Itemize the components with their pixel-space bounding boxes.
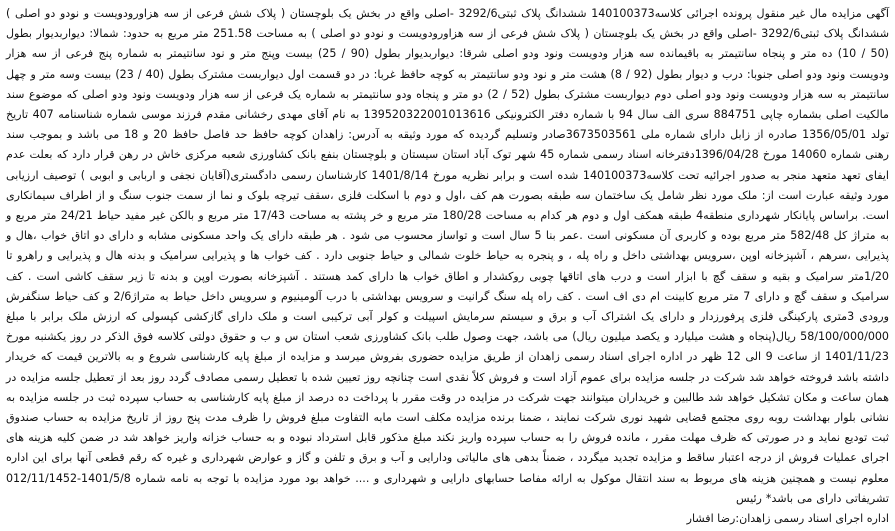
- notice-signature: اداره اجرای اسناد رسمی زاهدان:رضا افشار: [686, 512, 889, 526]
- auction-notice-text: آگهی مزایده مال غیر منقول پرونده اجرائی کلاسه140100373 ششدانگ پلاک ثبتی3292/6 -اصلی واقع در بخش یک بلوچستان ( پلاک شش فرعی از سه هزاورودویست و نودو دو اصلی ) ششدانگ پلاک ثبتی3292/6 -اصلی واقع در بخش یک بلوچستان ( پلاک شش فرعی از سه هزاورودویست و نودو دو اصلی ) به مساحت 251.58 متر مربع به حدود: شمالا: دیواربدیوار بطول (50 / 10) ده متر و پنجاه سانتیمتر به باقیمانده سه هزار ودویست ونود ودو اصلی شرقا: دیواربدیوار بطول (90 / 25) بیست وپنج متر و نود سانتیمتر به شماره پنج فرعی از سه هزار ودویست ونود ودو اصلی جنوبا: درب و دیوار بطول (92 / 8) هشت متر و نود ودو سانتیمتر به کوچه حافظ غربا: در دو قسمت اول دیواربست مشترک بطول (40 / 23) بیست وسه متر و چهل سانتیمتر به سه هزار ودویست ونود ودو اصلی دوم دیواربست مشترک بطول (52 / 2) دو متر و پنجاه ودو سانتیمتر به شماره یک فرعی از سه هزار ودویست ونود ودو اصلی که موضوع سند مالکیت اصلی بشماره چاپی 884751 سری الف سال 94 با شماره دفتر الکترونیکی 139520322001013616 به نام آقای مهدی رخشانی مقدم فرزند موسی شماره شناسنامه 407 تاریخ تولد 1356/05/01 صادره از زابل دارای شماره ملی 3673503561صادر وتسلیم گردیده که مورد وثیقه به آدرس: زاهدان کوچه حافظ حد فاصل حافظ 20 و 18 می باشد و بموجب سند رهنی شماره 14060 مورخ 1396/04/28دفترخانه اسناد رسمی شماره 45 شهر توک آباد استان سیستان و بلوچستان بنفع بانک کشاورزی شعبه مرکزی خاش در رهن قرار دارد که بعلت عدم ایفای تعهد متعهد منجر به صدور اجرائیه تحت کلاسه140100373 شده است و برابر نظریه مورخ 1401/8/14 کارشناسان رسمی دادگستری(آقایان نجفی و اربابی و ابوبی ) توصیف ارزیابی مورد وثیقه عبارت است از: ملک مورد نظر شامل یک ساختمان سه طبقه بصورت هم کف ،اول و دوم با اسکلت فلزی ،سقف تیرچه بلوک و نما از سمت جنوب سنگ و از اطراف سیمانکاری است. براساس پایانکار شهرداری منطقه4 طبقه همکف اول و دوم هر کدام به مساحت 180/28 متر مربع و خر پشته به مساحت 17/43 متر مربع و بالکن غیر مفید حیاط 24/21 متر مربع و به متراژ کل 582/48 متر مربع بوده و کاربری آن مسکونی است .عمر بنا 5 سال است و تواساز محسوب می شود . هر طبقه دارای یک واحد مسکونی مشابه و دارای دو اتاق خواب ،هال و پذیرایی ،سرهم ، آشپزخانه اوپن ،سرویس بهداشتی داخل و راه پله ، و پنجره به حیاط خلوت شمالی و حیاط جنوبی دارد . کف خواب ها و پذیرایی سرامیک و بدنه هال و پذیرایی و راهرو تا 1/20متر سرامیک و بقیه و سقف گچ با ابزار است و درب های اتاقها چوبی روکشدار و اطاق خواب ها دارای کمد هستند . آشپزخانه بصورت اوپن و بدنه تا زیر سقف کاشی است . کف سرامیک و سقف گچ و دارای 7 متر مربع کابینت ام دی اف است . کف راه پله سنگ گرانیت و سرویس بهداشتی با درب آلومینیوم و سرویس داخل حیاط به متراژ2/6 و کف حیاط سنگفرش ورودی 3متری پارکینگی فلزی پرفورزدار و دارای یک اشتراک آب و برق و سیستم سرمایش اسپیلت و کولر آبی ترکیبی است و ملک دارای گازکشی کپسولی که ارزش ملک برابر با مبلغ 58/100/000/000 ریال(پنجاه و هشت میلیارد و یکصد میلیون ریال) می باشد، جهت وصول طلب بانک کشاورزی شعب استان س و ب و حقوق دولتی کلاسه فوق الذکر در روز یکشنبه مورخ 1401/11/23 از ساعت 9 الی 12 ظهر در اداره اجرای اسناد رسمی زاهدان از طریق مزایده حضوری بفروش میرسد و مزایده از مبلغ پایه کارشناسی شروع و به بالاترین قیمت که خریدار داشته باشد فروخته خواهد شد شرکت در جلسه مزایده برای عموم آزاد است و فروش کلاً نقدی است چنانچه روز تعیین شده با تعطیل رسمی مصادف گردد روز بعد از تعطیل جلسه مزایده در همان ساعت و مکان تشکیل خواهد شد طالبین و خریداران میتوانند جهت شرکت در مزایده در وقت مقرر با پرداخت ده درصد از مبلغ پایه کارشناسی به حساب سپرده ثبت در جلسه مزایده به نشانی بلوار بهداشت روبه روی مجتمع قضایی شهید نوری شرکت نمایند ، ضمنا برنده مزایده مکلف است مابه التفاوت مبلغ فروش را ظرف مدت پنج روز از تاریخ مزایده به حساب صندوق ثبت تودیع نماید و در صورتی که ظرف مهلت مقرر ، مانده فروش را به حساب سپرده واریز نکند مبلغ مذکور قابل استرداد نبوده و به حساب خزانه واریز خواهد شد در ضمن کلیه هزینه های اجرای عملیات فروش از درجه اعتبار ساقط و مزایده تجدید میگردد ، ضمناً بدهی های مالیاتی ودارایی و آب و برق و تلفن و گاز و عوارض شهرداری و غیره که رقم قطعی آنها برای این اداره معلوم نیست و همچنین هزینه های مربوط به سند انتقال موکول به ارائه مفاصا حسابهای دارایی و شهرداری و .... خواهد بود مورد مزایده با توجه به نامه شماره 1401/5/8-012/11/1452 تشریفاتی دارای می باشد* رئیس: [6, 7, 890, 505]
